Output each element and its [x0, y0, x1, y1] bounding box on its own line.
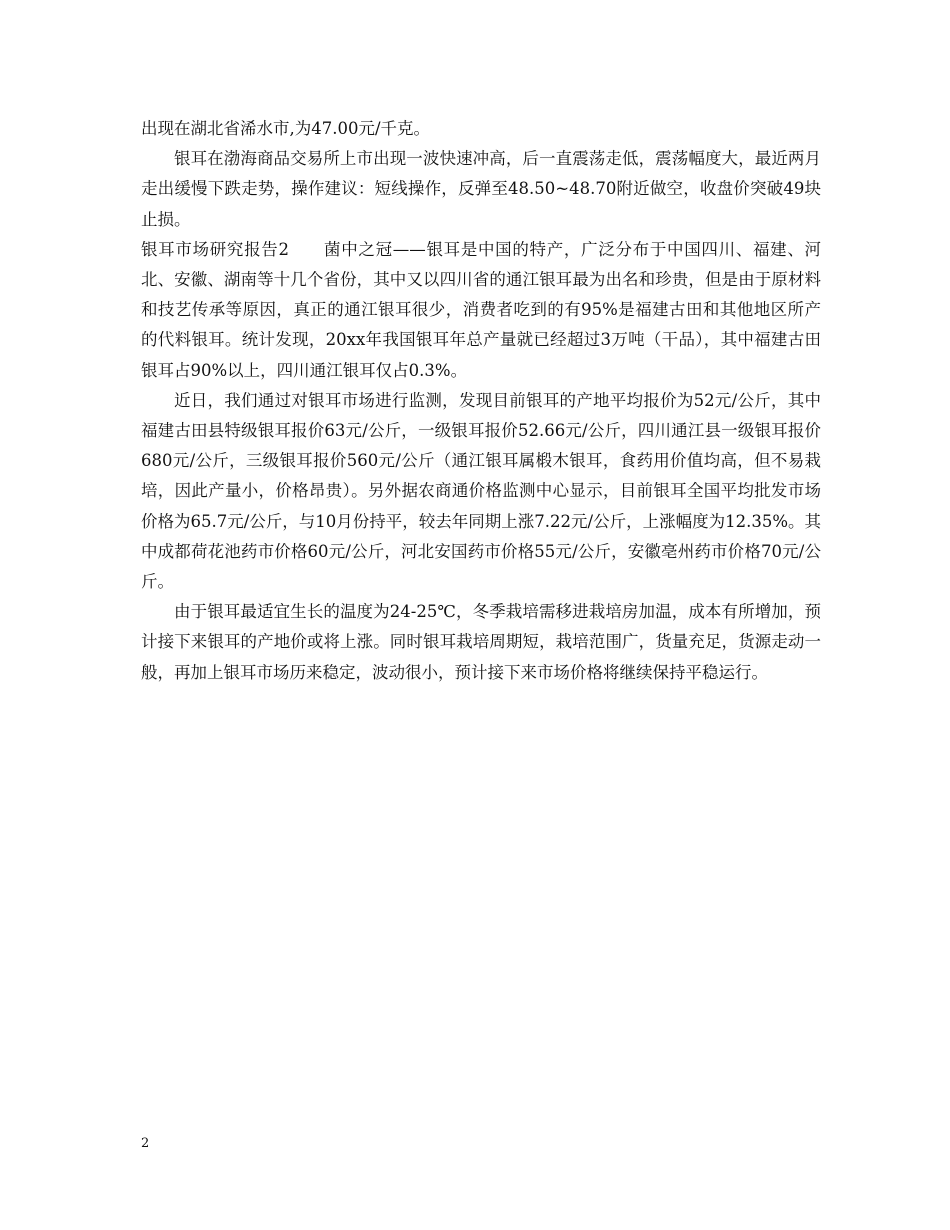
paragraph-continuation: 出现在湖北省浠水市,为47.00元/千克。	[141, 119, 431, 138]
paragraph-price-monitoring: 近日，我们通过对银耳市场进行监测，发现目前银耳的产地平均报价为52元/公斤，其中福建古田县特级银耳报价63元/公斤，一级银耳报价52.66元/公斤，四川通江县一级银耳报价680元/公斤，三级银耳报价560元/公斤（通江银耳属椴木银耳，食药用价值均高，但不易栽培，因此产量小，价格昂贵）。另外据农商通价格监测中心显示，目前银耳全国平均批发市场价格为65.7元/公斤，与10月份持平，较去年同期上涨7.22元/公斤，上涨幅度为12.35%。其中成都荷花池药市价格60元/公斤，河北安国药市价格55元/公斤，安徽亳州药市价格70元/公斤。	[141, 390, 822, 592]
page-number: 2	[141, 1136, 150, 1151]
paragraph-price-forecast: 由于银耳最适宜生长的温度为24-25℃，冬季栽培需移进栽培房加温，成本有所增加，预计接下来银耳的产地价或将上涨。同时银耳栽培周期短，栽培范围广，货量充足，货源走动一般，再加上银耳市场历来稳定，波动很小，预计接下来市场价格将继续保持平稳运行。	[141, 602, 821, 682]
paragraph-report-intro: 银耳市场研究报告2 菌中之冠——银耳是中国的特产，广泛分布于中国四川、福建、河北、安徽、湖南等十几个省份，其中又以四川省的通江银耳最为出名和珍贵，但是由于原材料和技艺传承等原因，真正的通江银耳很少，消费者吃到的有95%是福建古田和其他地区所产的代料银耳。统计发现，20xx年我国银耳年总产量就已经超过3万吨（干品），其中福建古田银耳占90%以上，四川通江银耳仅占0.3%。	[141, 239, 821, 380]
body-text	[141, 114, 821, 688]
paragraph-market-trading: 银耳在渤海商品交易所上市出现一波快速冲高，后一直震荡走低，震荡幅度大，最近两月走出缓慢下跌走势，操作建议：短线操作，反弹至48.50~48.70附近做空，收盘价突破49块止损。	[141, 149, 821, 229]
